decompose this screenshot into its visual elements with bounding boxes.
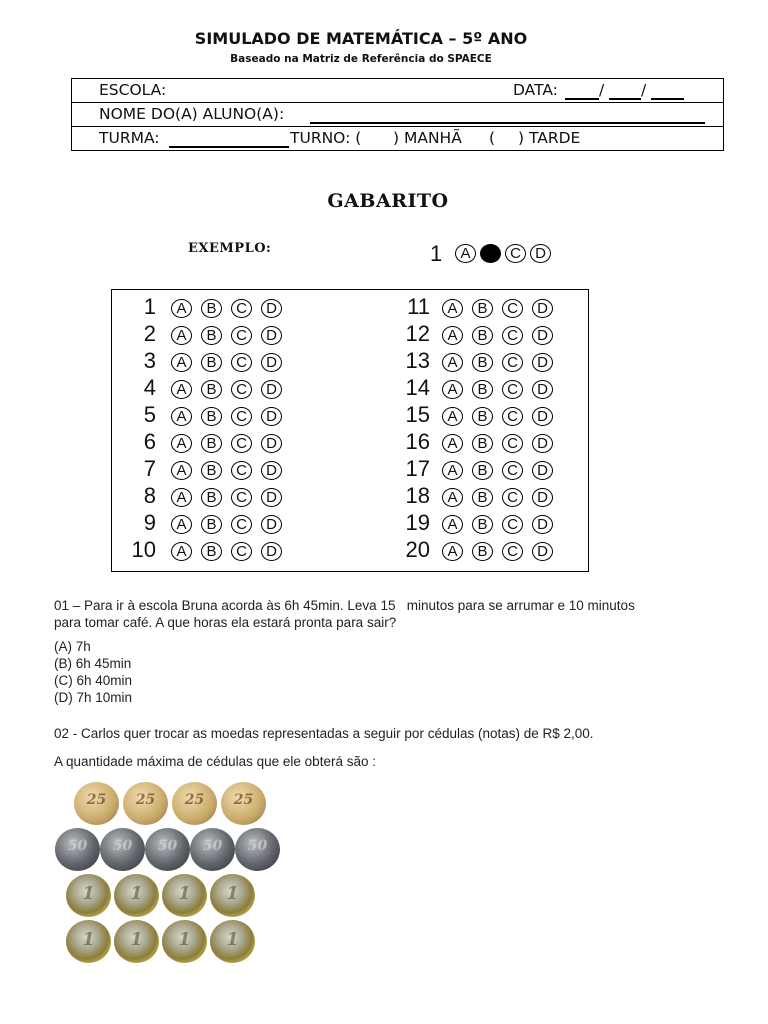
coin-value: 50 (247, 838, 268, 854)
question-2-text: 02 - Carlos quer trocar as moedas representadas a seguir por cédulas (notas) de R$ 2,00. (54, 726, 594, 741)
option-bubble-b[interactable]: B (472, 542, 493, 561)
bimetal-coin (114, 874, 159, 917)
option-bubble-c[interactable]: C (231, 488, 252, 507)
option-bubble-c[interactable]: C (502, 407, 523, 426)
question-1-option-a[interactable]: (A) 7h (54, 639, 91, 654)
option-bubble-b[interactable]: B (201, 299, 222, 318)
option-bubble-b[interactable]: B (472, 434, 493, 453)
option-bubble-c[interactable]: C (231, 407, 252, 426)
option-bubble-d[interactable]: D (261, 299, 282, 318)
option-bubble-a[interactable]: A (442, 461, 463, 480)
data-year-field[interactable] (651, 83, 684, 100)
option-bubble-a[interactable]: A (171, 515, 192, 534)
question-2-prompt: A quantidade máxima de cédulas que ele obterá são : (54, 754, 376, 769)
coin-value: 1 (130, 883, 143, 904)
answer-number: 20 (405, 537, 430, 562)
student-info-table (71, 78, 724, 151)
answer-number: 14 (405, 375, 430, 400)
coin-value: 25 (184, 792, 205, 808)
answer-number: 17 (405, 456, 430, 481)
coin-value: 1 (178, 883, 191, 904)
option-bubble-b[interactable]: B (472, 326, 493, 345)
option-bubble-a[interactable]: A (171, 461, 192, 480)
page-subtitle: Baseado na Matriz de Referência do SPAECE (230, 53, 492, 65)
data-month-field[interactable] (609, 83, 641, 100)
coin-value: 50 (112, 838, 133, 854)
coin-value: 1 (130, 929, 143, 950)
silver-coin (100, 828, 145, 871)
option-bubble-d[interactable]: D (532, 461, 553, 480)
question-1-text-line1: 01 – Para ir à escola Bruna acorda às 6h 45min. Leva 15 minutos para se arrumar e 10 minutos (54, 598, 635, 613)
option-bubble-d[interactable]: D (261, 515, 282, 534)
option-bubble-a[interactable]: A (442, 542, 463, 561)
nome-label: NOME DO(A) ALUNO(A): (99, 105, 285, 123)
coin-value: 1 (226, 883, 239, 904)
option-bubble-c[interactable]: C (502, 461, 523, 480)
option-bubble-d[interactable]: D (532, 326, 553, 345)
answer-sheet (111, 289, 589, 572)
option-bubble-b[interactable]: B (201, 353, 222, 372)
coins-image (54, 782, 279, 966)
bronze-coin (74, 782, 119, 825)
date-separator: / (599, 81, 605, 99)
answer-number: 9 (143, 510, 156, 535)
escola-label: ESCOLA: (99, 81, 167, 99)
option-bubble-c[interactable]: C (502, 380, 523, 399)
example-number: 1 (430, 241, 443, 266)
option-bubble-c[interactable]: C (231, 434, 252, 453)
option-bubble-b[interactable]: B (201, 407, 222, 426)
bimetal-coin (66, 874, 111, 917)
option-bubble-c[interactable]: C (505, 244, 526, 263)
question-1 (54, 597, 754, 706)
answer-number: 6 (143, 429, 156, 454)
option-bubble-d[interactable]: D (261, 407, 282, 426)
option-bubble-b[interactable]: B (201, 515, 222, 534)
question-1-option-c[interactable]: (C) 6h 40min (54, 673, 133, 688)
option-bubble-c[interactable]: C (502, 515, 523, 534)
answer-number: 12 (405, 321, 430, 346)
row-turma (72, 127, 723, 151)
coin-value: 50 (67, 838, 88, 854)
option-bubble-c[interactable]: C (231, 542, 252, 561)
example-label: EXEMPLO: (188, 241, 272, 256)
option-bubble-d[interactable]: D (532, 299, 553, 318)
option-bubble-b[interactable]: B (201, 326, 222, 345)
option-bubble-b[interactable]: B (201, 434, 222, 453)
bimetal-coin (66, 920, 111, 963)
coin-value: 1 (226, 929, 239, 950)
bronze-coin (123, 782, 168, 825)
bimetal-coin (162, 874, 207, 917)
question-1-option-b[interactable]: (B) 6h 45min (54, 656, 132, 671)
option-bubble-a[interactable]: A (171, 434, 192, 453)
option-bubble-a[interactable]: A (442, 488, 463, 507)
option-bubble-d[interactable]: D (261, 380, 282, 399)
manha-option[interactable]: ) MANHÃ (393, 129, 462, 147)
option-bubble-a[interactable]: A (171, 353, 192, 372)
silver-coin (190, 828, 235, 871)
coin-value: 1 (178, 929, 191, 950)
turma-label: TURMA: (99, 129, 160, 147)
option-bubble-d[interactable]: D (532, 380, 553, 399)
page-title: SIMULADO DE MATEMÁTICA – 5º ANO (194, 29, 528, 48)
option-bubble-d[interactable]: D (532, 353, 553, 372)
question-1-text-line2: para tomar café. A que horas ela estará pronta para sair? (54, 615, 397, 630)
coin-value: 50 (157, 838, 178, 854)
option-bubble-c[interactable]: C (502, 353, 523, 372)
option-bubble-b[interactable] (480, 244, 501, 263)
option-bubble-a[interactable]: A (171, 407, 192, 426)
paren-open: ( (489, 129, 496, 147)
option-bubble-b[interactable]: B (472, 407, 493, 426)
option-bubble-b[interactable]: B (201, 542, 222, 561)
bimetal-coin (210, 874, 255, 917)
option-bubble-a[interactable]: A (171, 299, 192, 318)
coin-value: 25 (233, 792, 254, 808)
option-bubble-a[interactable]: A (442, 326, 463, 345)
option-bubble-d[interactable]: D (261, 542, 282, 561)
option-bubble-c[interactable]: C (502, 542, 523, 561)
option-bubble-a[interactable]: A (171, 380, 192, 399)
option-bubble-b[interactable]: B (472, 488, 493, 507)
option-bubble-a[interactable]: A (442, 515, 463, 534)
option-bubble-a[interactable]: A (442, 353, 463, 372)
option-bubble-b[interactable]: B (472, 353, 493, 372)
silver-coin (235, 828, 280, 871)
coin-value: 50 (202, 838, 223, 854)
turno-label: TURNO: ( (290, 129, 362, 147)
option-bubble-b[interactable]: B (472, 515, 493, 534)
option-bubble-d[interactable]: D (532, 515, 553, 534)
option-bubble-c[interactable]: C (231, 461, 252, 480)
option-bubble-d[interactable]: D (261, 326, 282, 345)
option-bubble-d[interactable]: D (261, 353, 282, 372)
tarde-option[interactable]: ) TARDE (518, 129, 581, 147)
answer-number: 16 (405, 429, 430, 454)
option-bubble-b[interactable]: B (201, 488, 222, 507)
coin-value: 25 (86, 792, 107, 808)
option-bubble-a[interactable]: A (442, 434, 463, 453)
gabarito-heading: GABARITO (327, 190, 449, 212)
option-bubble-a[interactable]: A (442, 299, 463, 318)
bimetal-coin (114, 920, 159, 963)
bronze-coin (172, 782, 217, 825)
option-bubble-d[interactable]: D (532, 542, 553, 561)
option-bubble-a[interactable]: A (171, 542, 192, 561)
answer-number: 13 (405, 348, 430, 373)
option-bubble-d[interactable]: D (532, 488, 553, 507)
option-bubble-b[interactable]: B (201, 380, 222, 399)
answer-number: 5 (143, 402, 156, 427)
silver-coin (55, 828, 100, 871)
coin-value: 1 (82, 929, 95, 950)
option-bubble-b[interactable]: B (472, 380, 493, 399)
option-bubble-d[interactable]: D (261, 434, 282, 453)
turma-field[interactable] (169, 131, 289, 148)
question-1-option-d[interactable]: (D) 7h 10min (54, 690, 133, 705)
bimetal-coin (210, 920, 255, 963)
coin-value: 1 (82, 883, 95, 904)
option-bubble-b[interactable]: B (472, 461, 493, 480)
nome-field[interactable] (310, 107, 705, 124)
option-bubble-d[interactable]: D (261, 488, 282, 507)
answer-number: 3 (143, 348, 156, 373)
answer-number: 19 (405, 510, 430, 535)
answer-number: 2 (143, 321, 156, 346)
row-escola (72, 79, 723, 103)
answer-number: 8 (143, 483, 156, 508)
silver-coin (145, 828, 190, 871)
answer-number: 10 (131, 537, 156, 562)
option-bubble-a[interactable]: A (171, 326, 192, 345)
option-bubble-c[interactable]: C (502, 488, 523, 507)
option-bubble-d[interactable]: D (261, 461, 282, 480)
option-bubble-d[interactable]: D (532, 434, 553, 453)
option-bubble-b[interactable]: B (472, 299, 493, 318)
option-bubble-a[interactable]: A (442, 407, 463, 426)
option-bubble-a[interactable]: A (171, 488, 192, 507)
option-bubble-a[interactable]: A (455, 244, 476, 263)
coin-value: 25 (135, 792, 156, 808)
option-bubble-d[interactable]: D (530, 244, 551, 263)
option-bubble-c[interactable]: C (231, 353, 252, 372)
date-separator: / (641, 81, 647, 99)
option-bubble-c[interactable]: C (231, 515, 252, 534)
option-bubble-c[interactable]: C (231, 326, 252, 345)
answer-number: 15 (405, 402, 430, 427)
answer-number: 18 (405, 483, 430, 508)
answer-number: 11 (407, 294, 430, 319)
option-bubble-c[interactable]: C (502, 326, 523, 345)
row-nome (72, 103, 723, 127)
question-2 (54, 725, 754, 770)
answer-number: 7 (143, 456, 156, 481)
option-bubble-b[interactable]: B (201, 461, 222, 480)
answer-number: 4 (143, 375, 156, 400)
option-bubble-a[interactable]: A (442, 380, 463, 399)
option-bubble-c[interactable]: C (231, 299, 252, 318)
option-bubble-c[interactable]: C (502, 299, 523, 318)
data-day-field[interactable] (565, 83, 599, 100)
option-bubble-c[interactable]: C (502, 434, 523, 453)
answer-number: 1 (143, 294, 156, 319)
option-bubble-c[interactable]: C (231, 380, 252, 399)
option-bubble-d[interactable]: D (532, 407, 553, 426)
data-label: DATA: (513, 81, 558, 99)
bronze-coin (221, 782, 266, 825)
bimetal-coin (162, 920, 207, 963)
